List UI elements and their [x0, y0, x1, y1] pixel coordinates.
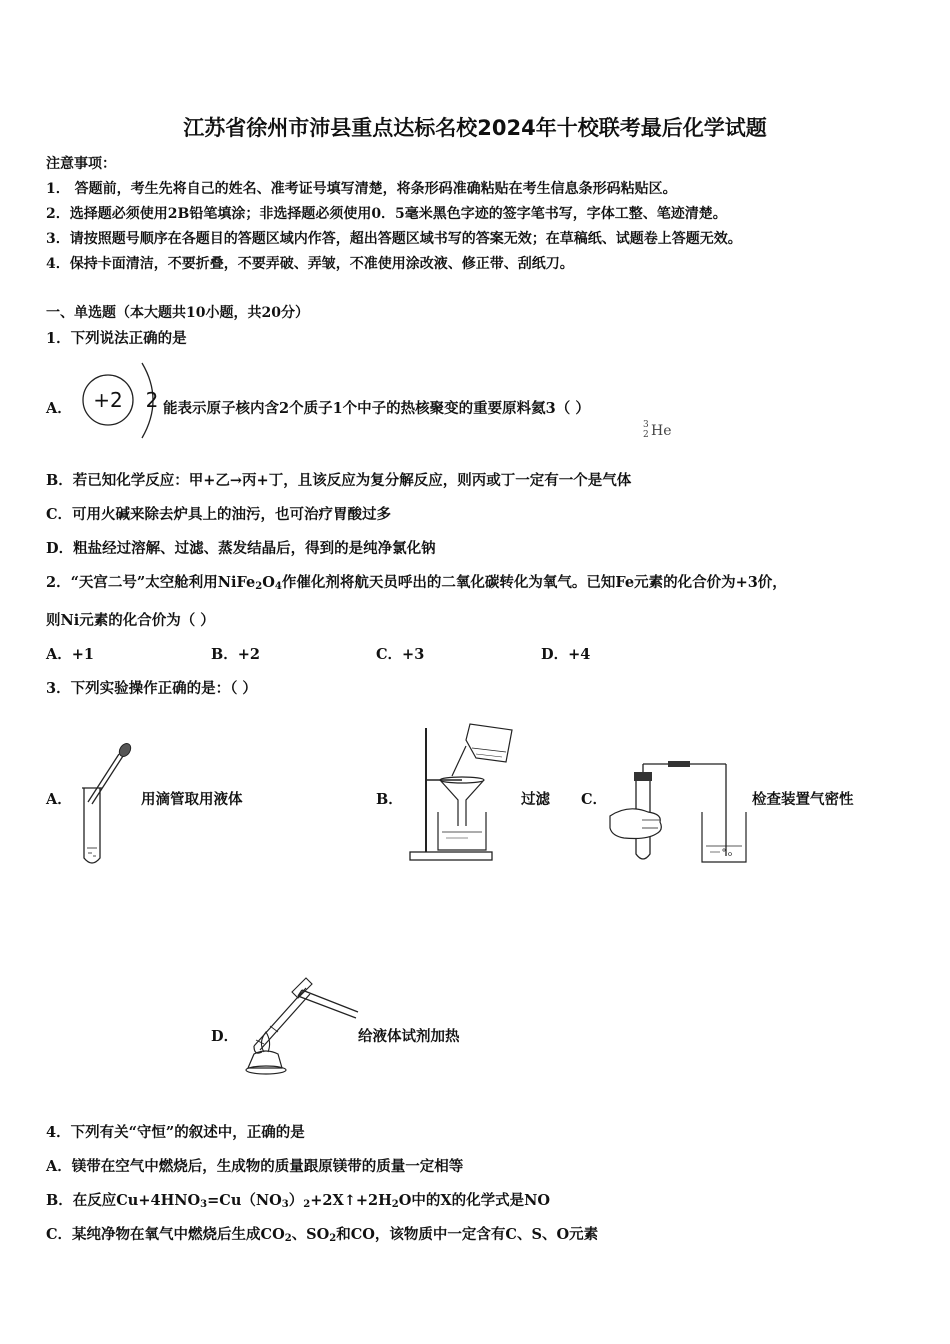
- q2-option-d: D．+4: [541, 646, 591, 663]
- q3-option-b-text: 过滤: [521, 791, 550, 808]
- note-item-4: 4．保持卡面清洁，不要折叠，不要弄破、弄皱，不准使用涂改液、修正带、刮纸刀。: [46, 256, 574, 272]
- q3-option-d-label: D．: [211, 1028, 239, 1045]
- page-title: 江苏省徐州市沛县重点达标名校2024年十校联考最后化学试题: [183, 116, 767, 140]
- q4-option-b: B．在反应$Cu+4HNO_3=Cu(NO_3)_2+2X↑+2H_2O$中的X的化学式是NO: [46, 1192, 551, 1210]
- q3-stem: 3．下列实验操作正确的是：（ ）: [46, 680, 257, 697]
- q1-option-a-text: 能表示原子核内含2个质子1个中子的热核聚变的重要原料氦3（ ）: [163, 400, 590, 417]
- q3-option-a-text: 用滴管取用液体: [141, 791, 243, 808]
- note-item-2: 2．选择题必须使用2B铅笔填涂；非选择题必须使用0．5毫米黑色字迹的签字笔书写，字体工整、笔迹清楚。: [46, 206, 727, 222]
- q2-stem-line2: 则Ni元素的化合价为（ ）: [46, 612, 215, 629]
- q3-option-b-label: B．: [376, 791, 403, 808]
- q2-option-b: B．+2: [211, 646, 260, 663]
- notes-heading: 注意事项：: [46, 156, 116, 172]
- heating-liquid-illustration: [236, 970, 361, 1082]
- nucleus-charge: +2: [93, 388, 123, 412]
- filtration-setup-illustration: [408, 718, 523, 866]
- shell-electron-count: 2: [145, 388, 159, 412]
- q2-option-c: C．+3: [376, 646, 425, 663]
- q3-option-d-text: 给液体试剂加热: [358, 1028, 460, 1045]
- q4-option-a: A．镁带在空气中燃烧后，生成物的质量跟原镁带的质量一定相等: [46, 1158, 464, 1175]
- q4-stem: 4．下列有关“守恒”的叙述中，正确的是: [46, 1124, 305, 1141]
- q1-option-a-label: A．: [46, 400, 72, 417]
- q3-option-a-label: A．: [46, 791, 72, 808]
- note-item-3: 3．请按照题号顺序在各题目的答题区域内作答，超出答题区域书写的答案无效；在草稿纸、试题卷上答题无效。: [46, 231, 742, 247]
- q1-option-d: D．粗盐经过溶解、过滤、蒸发结晶后，得到的是纯净氯化钠: [46, 540, 436, 557]
- q2-option-a: A．+1: [46, 646, 94, 663]
- dropper-in-tube-illustration: [76, 740, 136, 868]
- he-mass-number: 3: [643, 420, 649, 430]
- q1-stem: 1．下列说法正确的是: [46, 330, 187, 347]
- he-symbol: He: [651, 423, 672, 439]
- atom-structure-diagram: [76, 360, 166, 442]
- airtightness-check-illustration: [606, 758, 756, 868]
- q4-option-c: C．某纯净物在氧气中燃烧后生成$CO_2$、$SO_2$和CO，该物质中一定含有C、S、O元素: [46, 1226, 599, 1244]
- q1-option-b: B．若已知化学反应：甲+乙→丙+丁，且该反应为复分解反应，则丙或丁一定有一个是气体: [46, 472, 632, 489]
- q1-option-c: C．可用火碱来除去炉具上的油污，也可治疗胃酸过多: [46, 506, 392, 523]
- q3-option-c-text: 检查装置气密性: [752, 791, 854, 808]
- he-atomic-number: 2: [643, 430, 649, 440]
- q2-stem: 2．“天宫二号”太空舱利用$NiFe_2O_4$作催化剂将航天员呼出的二氧化碳转化为氧气。已知Fe元素的化合价为+3价，: [46, 574, 787, 592]
- note-item-1: 1． 答题前，考生先将自己的姓名、准考证号填写清楚，将条形码准确粘贴在考生信息条形码粘贴区。: [46, 181, 677, 197]
- q3-option-c-label: C．: [581, 791, 608, 808]
- section-heading: 一、单选题（本大题共10小题，共20分）: [46, 305, 309, 321]
